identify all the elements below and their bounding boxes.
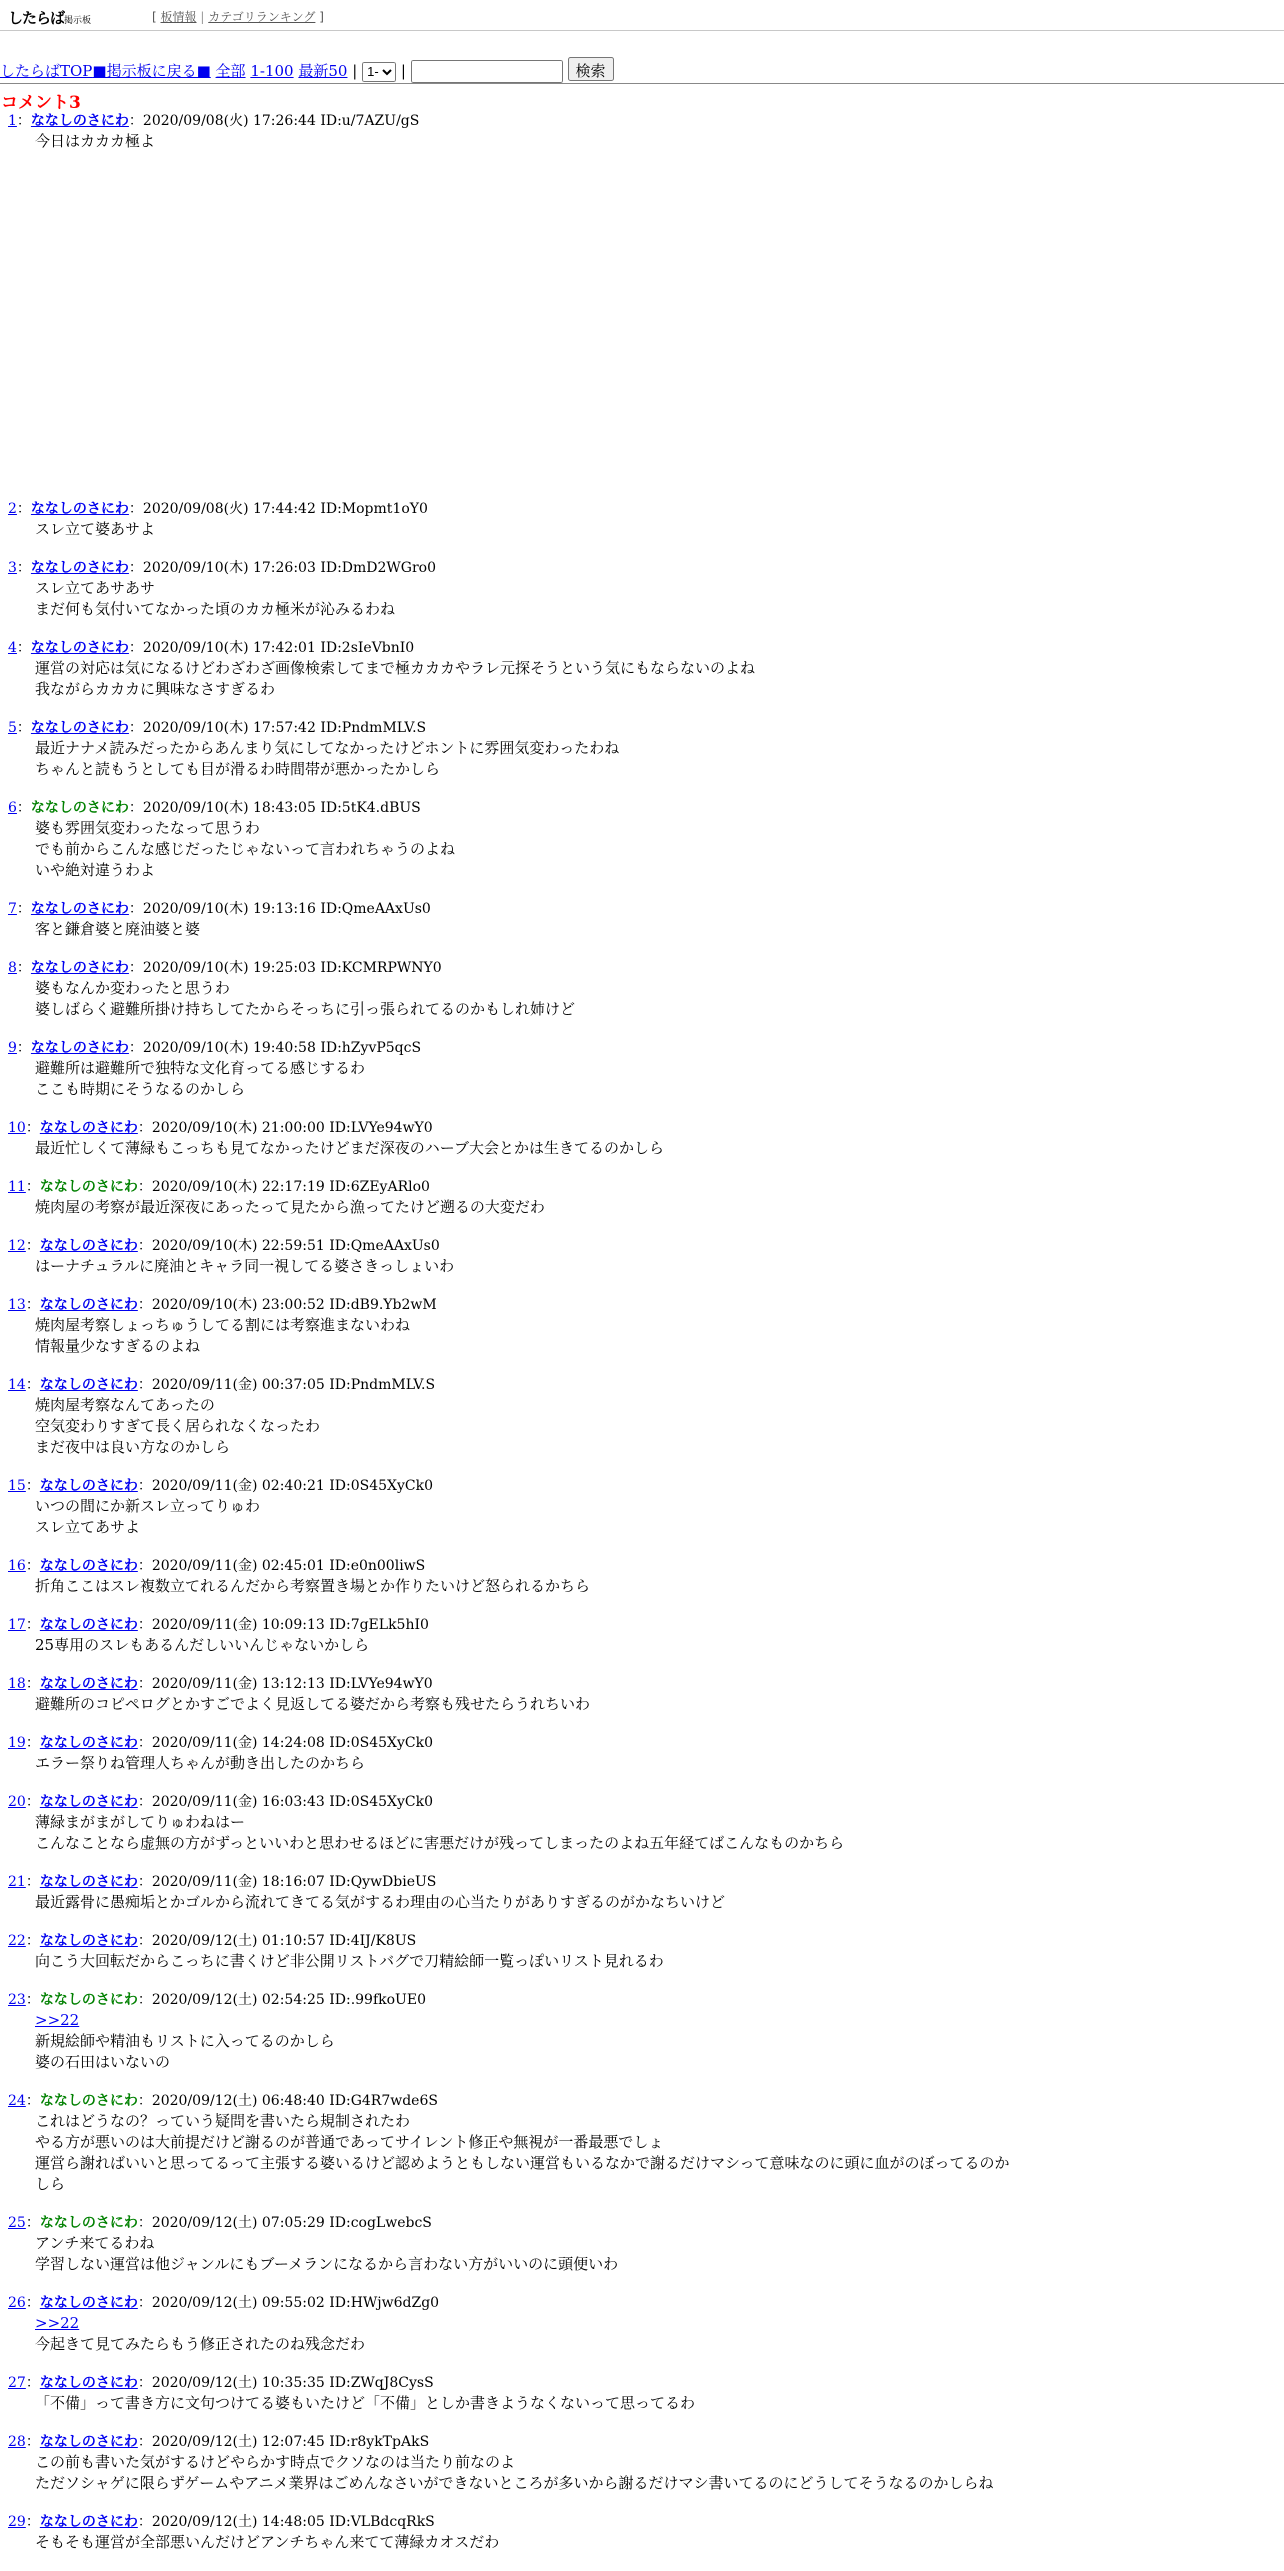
post-number-link[interactable]: 14 — [8, 1377, 26, 1393]
post-header — [0, 1476, 1284, 1496]
post-text-line: そもそも運営が全部悪いんだけどアンチちゃん来てて薄緑カオスだわ — [35, 2533, 500, 2551]
post-number-link[interactable]: 24 — [8, 2093, 26, 2109]
post-meta: ：2020/09/12(土) 07:05:29 ID:cogLwebcS — [137, 2215, 432, 2231]
poster-name[interactable]: ななしのさにわ — [39, 1933, 138, 1949]
post-meta: ：2020/09/11(金) 16:03:43 ID:0S45XyCk0 — [137, 1794, 433, 1810]
back-to-board-link[interactable]: ■掲示板に戻る■ — [92, 62, 211, 80]
post-text-line: 新規絵師や精油もリストに入ってるのかしら — [35, 2032, 335, 2050]
post-meta: ：2020/09/10(木) 19:40:58 ID:hZyvP5qcS — [128, 1040, 422, 1056]
post-text-line: ちゃんと読もうとしても目が滑るわ時間帯が悪かったかしら — [35, 760, 441, 778]
header-separator: | — [200, 10, 205, 24]
post-separator: ： — [25, 1676, 40, 1692]
post-header — [0, 1177, 1284, 1197]
post-body — [35, 1256, 1284, 1277]
post-body — [35, 1951, 1284, 1972]
post-header — [0, 2373, 1284, 2393]
post-text-line: 最近ナナメ読みだったからあんまり気にしてなかったけどホントに雰囲気変わったわね — [35, 739, 620, 757]
post-header — [0, 2293, 1284, 2313]
post — [0, 2512, 1284, 2553]
post-header — [0, 1792, 1284, 1812]
poster-name: ななしのさにわ — [39, 2215, 138, 2231]
post-header — [0, 1236, 1284, 1256]
post-header — [0, 2432, 1284, 2452]
post — [0, 2091, 1284, 2195]
thread-title: コメント3 — [1, 93, 81, 113]
post-separator: ： — [16, 800, 31, 816]
post — [0, 499, 1284, 540]
post-number-link[interactable]: 11 — [8, 1179, 26, 1195]
post — [0, 1038, 1284, 1100]
post-meta: ：2020/09/11(金) 00:37:05 ID:PndmMLV.S — [137, 1377, 436, 1393]
post-body — [35, 2010, 1284, 2073]
post-text-line: 情報量少なすぎるのよね — [35, 1337, 201, 1355]
post-body — [35, 658, 1284, 700]
post-number-link[interactable]: 15 — [8, 1478, 26, 1494]
poster-name: ななしのさにわ — [30, 800, 129, 816]
post-header — [0, 1375, 1284, 1395]
poster-name: ななしのさにわ — [39, 1992, 138, 2008]
post-header — [0, 1038, 1284, 1058]
post-text-line: 焼肉屋の考察が最近深夜にあったって見たから漁ってたけど遡るの大変だわ — [35, 1198, 545, 1216]
post-text-line: はーナチュラルに廃油とキャラ同一視してる婆さきっしょいわ — [35, 1257, 455, 1275]
post-separator: ： — [25, 1377, 40, 1393]
post-text-line: スレ立てあサあサ — [35, 579, 156, 597]
post — [0, 2213, 1284, 2275]
post — [0, 1931, 1284, 1972]
post-header — [0, 499, 1284, 519]
post-body — [35, 1197, 1284, 1218]
poster-name[interactable]: ななしのさにわ — [30, 560, 129, 576]
all-posts-link[interactable]: 全部 — [215, 62, 246, 80]
post-separator: ： — [16, 560, 31, 576]
post-meta: ：2020/09/10(木) 18:43:05 ID:5tK4.dBUS — [128, 800, 421, 816]
post-meta: ：2020/09/12(土) 12:07:45 ID:r8ykTpAkS — [137, 2434, 430, 2450]
post-text-line: 客と鎌倉婆と廃油婆と婆 — [35, 920, 201, 938]
post-body — [35, 1058, 1284, 1100]
post-text-line: 焼肉屋考察しょっちゅうしてる割には考察進まないわね — [35, 1316, 411, 1334]
post-meta: ：2020/09/10(木) 22:59:51 ID:QmeAAxUs0 — [137, 1238, 440, 1254]
post-text-line: 我ながらカカカに興味なさすぎるわ — [35, 680, 276, 698]
post-number-link[interactable]: 20 — [8, 1794, 26, 1810]
post-body — [35, 1892, 1284, 1913]
post-text-line: 婆も雰囲気変わったなって思うわ — [35, 819, 260, 837]
post-body — [35, 1138, 1284, 1159]
post-text-line: やる方が悪いのは大前提だけど謝るのが普通であってサイレント修正や無視が一番最悪でしょ — [35, 2133, 664, 2151]
post-number-link[interactable]: 3 — [8, 560, 17, 576]
post-number-link[interactable]: 8 — [8, 960, 17, 976]
poster-name[interactable]: ななしのさにわ — [39, 1874, 138, 1890]
post-body — [35, 519, 1284, 540]
post-text-line: 25専用のスレもあるんだしいいんじゃないかしら — [35, 1636, 370, 1654]
latest-50-link[interactable]: 最新50 — [298, 62, 348, 80]
poster-name: ななしのさにわ — [39, 2093, 138, 2109]
post-number-link[interactable]: 18 — [8, 1676, 26, 1692]
post-text-line: アンチ来てるわね — [35, 2234, 155, 2252]
poster-name: ななしのさにわ — [39, 1179, 138, 1195]
post — [0, 718, 1284, 780]
post-header — [0, 899, 1284, 919]
thread-navbar — [0, 55, 1284, 84]
post-text-line: いつの間にか新スレ立ってりゅわ — [35, 1497, 261, 1515]
post-text-line: 学習しない運営は他ジャンルにもブーメランになるから言わない方がいいのに頭便いわ — [35, 2255, 619, 2273]
post-separator: ： — [25, 2215, 40, 2231]
post-separator: ： — [25, 1992, 40, 2008]
range-select[interactable] — [362, 62, 396, 82]
post-meta: ：2020/09/11(金) 10:09:13 ID:7gELk5hI0 — [137, 1617, 429, 1633]
post-header — [0, 111, 1284, 131]
post-meta: ：2020/09/10(木) 21:00:00 ID:LVYe94wY0 — [137, 1120, 433, 1136]
post — [0, 558, 1284, 620]
post-text-line: 空気変わりすぎて長く居られなくなったわ — [35, 1417, 321, 1435]
post-separator: ： — [25, 2375, 40, 2391]
post-meta: ：2020/09/11(金) 02:40:21 ID:0S45XyCk0 — [137, 1478, 433, 1494]
poster-name[interactable]: ななしのさにわ — [39, 1297, 138, 1313]
post-number-link[interactable]: 28 — [8, 2434, 26, 2450]
post — [0, 1556, 1284, 1597]
poster-name[interactable]: ななしのさにわ — [39, 2434, 138, 2450]
post-body — [35, 2532, 1284, 2553]
post-header — [0, 1872, 1284, 1892]
post-list — [0, 111, 1284, 2571]
post-header — [0, 1118, 1284, 1138]
post-body — [35, 818, 1284, 881]
post-body — [35, 1753, 1284, 1774]
post-body — [35, 2233, 1284, 2275]
post-meta: ：2020/09/12(土) 01:10:57 ID:4IJ/K8US — [137, 1933, 417, 1949]
post-separator: ： — [16, 640, 31, 656]
nav-separator-2: | — [400, 62, 406, 80]
post-separator: ： — [16, 501, 31, 517]
post-meta: ：2020/09/12(土) 06:48:40 ID:G4R7wde6S — [137, 2093, 438, 2109]
post-number-link[interactable]: 25 — [8, 2215, 26, 2231]
post-separator: ： — [16, 113, 31, 129]
post-text-line: 薄緑まがまがしてりゅわねはー — [35, 1813, 246, 1831]
post-separator: ： — [25, 1794, 40, 1810]
post-text-line: 向こう大回転だからこっちに書くけど非公開リストバグで刀精絵師一覧っぽいリスト見れるわ — [35, 1952, 664, 1970]
post-meta: ：2020/09/11(金) 14:24:08 ID:0S45XyCk0 — [137, 1735, 433, 1751]
post-separator: ： — [16, 901, 31, 917]
poster-name[interactable]: ななしのさにわ — [39, 1558, 138, 1574]
site-header — [0, 0, 1284, 31]
poster-name[interactable]: ななしのさにわ — [39, 1735, 138, 1751]
poster-name[interactable]: ななしのさにわ — [39, 2295, 138, 2311]
poster-name[interactable]: ななしのさにわ — [39, 1617, 138, 1633]
post — [0, 1872, 1284, 1913]
post-text-line: でも前からこんな感じだったじゃないって言われちゃうのよね — [35, 840, 456, 858]
post-number-link[interactable]: 5 — [8, 720, 17, 736]
post-body — [35, 2111, 1284, 2195]
post — [0, 1674, 1284, 1715]
post-separator: ： — [25, 1478, 40, 1494]
post-body — [35, 738, 1284, 780]
post-separator: ： — [25, 1120, 40, 1136]
post — [0, 1792, 1284, 1854]
post-body — [35, 1576, 1284, 1597]
post-text-line: まだ夜中は良い方なのかしら — [35, 1438, 231, 1456]
post-number-link[interactable]: 29 — [8, 2514, 26, 2530]
poster-name[interactable]: ななしのさにわ — [39, 1478, 138, 1494]
post-header — [0, 638, 1284, 658]
post — [0, 111, 1284, 481]
post-text-line: 最近忙しくて薄緑もこっちも見てなかったけどまだ深夜のハーブ大会とかは生きてるのかしら — [35, 1139, 664, 1157]
post-text-line: 「不備」って書き方に文句つけてる婆もいたけど「不備」としか書きようなくないって思ってるわ — [35, 2394, 696, 2412]
post-separator: ： — [25, 2514, 40, 2530]
post-text-line: 今起きて見てみたらもう修正されたのね残念だわ — [35, 2335, 366, 2353]
post — [0, 1733, 1284, 1774]
category-ranking-link[interactable]: カテゴリランキング — [208, 10, 316, 24]
post-text-line: スレ立てあサよ — [35, 1518, 141, 1536]
post-separator: ： — [25, 1179, 40, 1195]
post — [0, 1177, 1284, 1218]
post-text-line: 最近露骨に愚痴垢とかゴルから流れてきてる気がするわ理由の心当たりがありすぎるのがかなちいけど — [35, 1893, 726, 1911]
post — [0, 798, 1284, 881]
post-header — [0, 1615, 1284, 1635]
post-meta: ：2020/09/08(火) 17:44:42 ID:Mopmt1oY0 — [128, 501, 428, 517]
board-info-link[interactable]: 板情報 — [160, 10, 197, 24]
post-header — [0, 2512, 1284, 2532]
post — [0, 899, 1284, 940]
post — [0, 638, 1284, 700]
post-separator: ： — [25, 1558, 40, 1574]
post-meta: ：2020/09/08(火) 17:26:44 ID:u/7AZU/gS — [128, 113, 420, 129]
post-number-link[interactable]: 7 — [8, 901, 17, 917]
post-text-line: この前も書いた気がするけどやらかす時点でクソなのは当たり前なのよ — [35, 2453, 516, 2471]
post-number-link[interactable]: 12 — [8, 1238, 26, 1254]
post — [0, 1295, 1284, 1357]
poster-name[interactable]: ななしのさにわ — [30, 640, 129, 656]
post-separator: ： — [25, 2295, 40, 2311]
logo-text: したらば — [8, 9, 65, 27]
post-body — [35, 1395, 1284, 1458]
post-text-line: エラー祭りね管理人ちゃんが動き出したのかちら — [35, 1754, 366, 1772]
post-header — [0, 718, 1284, 738]
post-separator: ： — [25, 2434, 40, 2450]
post-text-line: いや絶対違うわよ — [35, 861, 156, 879]
post-body — [35, 978, 1284, 1020]
post-number-link[interactable]: 2 — [8, 501, 17, 517]
post-number-link[interactable]: 13 — [8, 1297, 26, 1313]
post-separator: ： — [25, 1874, 40, 1890]
post-number-link[interactable]: 19 — [8, 1735, 26, 1751]
poster-name[interactable]: ななしのさにわ — [39, 2375, 138, 2391]
post-body — [35, 1635, 1284, 1656]
post-header — [0, 1674, 1284, 1694]
post-number-link[interactable]: 9 — [8, 1040, 17, 1056]
post-meta: ：2020/09/11(金) 18:16:07 ID:QywDbieUS — [137, 1874, 437, 1890]
search-input[interactable] — [411, 60, 563, 83]
poster-name[interactable]: ななしのさにわ — [39, 1794, 138, 1810]
poster-name[interactable]: ななしのさにわ — [39, 1120, 138, 1136]
header-links — [152, 8, 324, 25]
post-meta: ：2020/09/11(金) 13:12:13 ID:LVYe94wY0 — [137, 1676, 433, 1692]
post-header — [0, 1556, 1284, 1576]
reply-anchor-link[interactable]: >>22 — [35, 2011, 80, 2029]
poster-name[interactable]: ななしのさにわ — [30, 113, 129, 129]
post-body — [35, 1812, 1284, 1854]
post-meta: ：2020/09/12(土) 02:54:25 ID:.99fkoUE0 — [137, 1992, 426, 2008]
post-number-link[interactable]: 26 — [8, 2295, 26, 2311]
post-meta: ：2020/09/12(土) 14:48:05 ID:VLBdcqRkS — [137, 2514, 435, 2530]
post — [0, 1236, 1284, 1277]
post-header — [0, 1931, 1284, 1951]
poster-name[interactable]: ななしのさにわ — [30, 960, 129, 976]
post-meta: ：2020/09/10(木) 17:42:01 ID:2sIeVbnI0 — [128, 640, 415, 656]
post-text-line: これはどうなの？っていう疑問を書いたら規制されたわ — [35, 2112, 411, 2130]
bracket-open: [ — [152, 10, 157, 24]
post-text-line: 婆の石田はいないの — [35, 2053, 171, 2071]
logo-subtext: 掲示板 — [64, 16, 92, 26]
post-number-link[interactable]: 17 — [8, 1617, 26, 1633]
post-meta: ：2020/09/12(土) 10:35:35 ID:ZWqJ8CysS — [137, 2375, 434, 2391]
post-body — [35, 1315, 1284, 1357]
poster-name[interactable]: ななしのさにわ — [30, 1040, 129, 1056]
post-text-line: しら — [35, 2175, 66, 2193]
post-separator: ： — [25, 1617, 40, 1633]
search-button[interactable]: 検索 — [568, 57, 614, 81]
post — [0, 1615, 1284, 1656]
post-header — [0, 2091, 1284, 2111]
post-text-line: まだ何も気付いてなかった頃のカカ極米が沁みるわね — [35, 600, 396, 618]
post-body — [35, 131, 1284, 481]
post-number-link[interactable]: 21 — [8, 1874, 26, 1890]
post-number-link[interactable]: 16 — [8, 1558, 26, 1574]
post — [0, 1118, 1284, 1159]
post-header — [0, 1990, 1284, 2010]
post-text-line: 焼肉屋考察なんてあったの — [35, 1396, 215, 1414]
post-header — [0, 2213, 1284, 2233]
post-text-line: ただソシャゲに限らずゲームやアニメ業界はごめんなさいができないところが多いから謝るだけマシ書いてるのにどうしてそうなるのかしらね — [35, 2474, 994, 2492]
post-body — [35, 2452, 1284, 2494]
poster-name[interactable]: ななしのさにわ — [39, 1238, 138, 1254]
post — [0, 1476, 1284, 1538]
range-1-100-link[interactable]: 1-100 — [250, 62, 294, 80]
post-number-link[interactable]: 10 — [8, 1120, 26, 1136]
post-separator: ： — [25, 1238, 40, 1254]
post-body — [35, 2313, 1284, 2355]
post-header — [0, 1733, 1284, 1753]
post-separator: ： — [16, 960, 31, 976]
post-text-line: 運営ら謝ればいいと思ってるって主張する婆いるけど認めようともしない運営もいるなかで謝るだけマシって意味なのに頭に血がのぼってるのか — [35, 2154, 1010, 2172]
poster-name[interactable]: ななしのさにわ — [30, 901, 129, 917]
post-number-link[interactable]: 4 — [8, 640, 17, 656]
post-text-line: 折角ここはスレ複数立てれるんだから考察置き場とか作りたいけど怒られるかちら — [35, 1577, 591, 1595]
reply-anchor-link[interactable]: >>22 — [35, 2314, 80, 2332]
shitaraba-top-link[interactable]: したらばTOP — [0, 62, 93, 80]
post-text-line: こんなことなら虚無の方がずっといいわと思わせるほどに害悪だけが残ってしまったのよね五年経てばこんなものかちら — [35, 1834, 845, 1852]
post — [0, 2432, 1284, 2494]
post-separator: ： — [25, 1735, 40, 1751]
post-text-line: 避難所は避難所で独特な文化育ってる感じするわ — [35, 1059, 366, 1077]
post-text-line: 運営の対応は気になるけどわざわざ画像検索してまで極カカカやラレ元探そうという気にもならないのよね — [35, 659, 756, 677]
post-body — [35, 2393, 1284, 2414]
post-number-link[interactable]: 1 — [8, 113, 17, 129]
post-body — [35, 1694, 1284, 1715]
post-meta: ：2020/09/12(土) 09:55:02 ID:HWjw6dZg0 — [137, 2295, 440, 2311]
shitaraba-logo[interactable] — [8, 7, 91, 28]
post-meta: ：2020/09/10(木) 19:25:03 ID:KCMRPWNY0 — [128, 960, 442, 976]
post-number-link[interactable]: 22 — [8, 1933, 26, 1949]
poster-name[interactable]: ななしのさにわ — [39, 1676, 138, 1692]
post-text-line: 婆しばらく避難所掛け持ちしてたからそっちに引っ張られてるのかもしれ姉けど — [35, 1000, 576, 1018]
post-meta: ：2020/09/11(金) 02:45:01 ID:e0n00liwS — [137, 1558, 426, 1574]
post-separator: ： — [25, 1297, 40, 1313]
poster-name[interactable]: ななしのさにわ — [30, 720, 129, 736]
post — [0, 958, 1284, 1020]
post-body — [35, 1496, 1284, 1538]
poster-name[interactable]: ななしのさにわ — [39, 1377, 138, 1393]
post-text-line: ここも時期にそうなるのかしら — [35, 1080, 246, 1098]
post-text-line: 今日はカカカ極よ — [35, 132, 156, 150]
bracket-close: ] — [319, 10, 324, 24]
post-text-line: スレ立て婆あサよ — [35, 520, 156, 538]
post-text-line: 婆もなんか変わったと思うわ — [35, 979, 230, 997]
post-number-link[interactable]: 6 — [8, 800, 17, 816]
post-meta: ：2020/09/10(木) 23:00:52 ID:dB9.Yb2wM — [137, 1297, 437, 1313]
post-number-link[interactable]: 23 — [8, 1992, 26, 2008]
post-text-line: 避難所のコピペログとかすごでよく見返してる婆だから考察も残せたらうれちいわ — [35, 1695, 591, 1713]
post-header — [0, 798, 1284, 818]
post-separator: ： — [25, 1933, 40, 1949]
post — [0, 2293, 1284, 2355]
post-meta: ：2020/09/10(木) 17:26:03 ID:DmD2WGro0 — [128, 560, 437, 576]
post-header — [0, 558, 1284, 578]
post-separator: ： — [25, 2093, 40, 2109]
post-body — [35, 578, 1284, 620]
poster-name[interactable]: ななしのさにわ — [39, 2514, 138, 2530]
post-header — [0, 1295, 1284, 1315]
post — [0, 1375, 1284, 1458]
post-body — [35, 919, 1284, 940]
post-meta: ：2020/09/10(木) 19:13:16 ID:QmeAAxUs0 — [128, 901, 431, 917]
post-meta: ：2020/09/10(木) 22:17:19 ID:6ZEyARlo0 — [137, 1179, 430, 1195]
post-header — [0, 958, 1284, 978]
post-meta: ：2020/09/10(木) 17:57:42 ID:PndmMLV.S — [128, 720, 427, 736]
post — [0, 2373, 1284, 2414]
post-separator: ： — [16, 720, 31, 736]
post — [0, 1990, 1284, 2073]
post-separator: ： — [16, 1040, 31, 1056]
poster-name[interactable]: ななしのさにわ — [30, 501, 129, 517]
post-number-link[interactable]: 27 — [8, 2375, 26, 2391]
nav-separator: | — [352, 62, 358, 80]
